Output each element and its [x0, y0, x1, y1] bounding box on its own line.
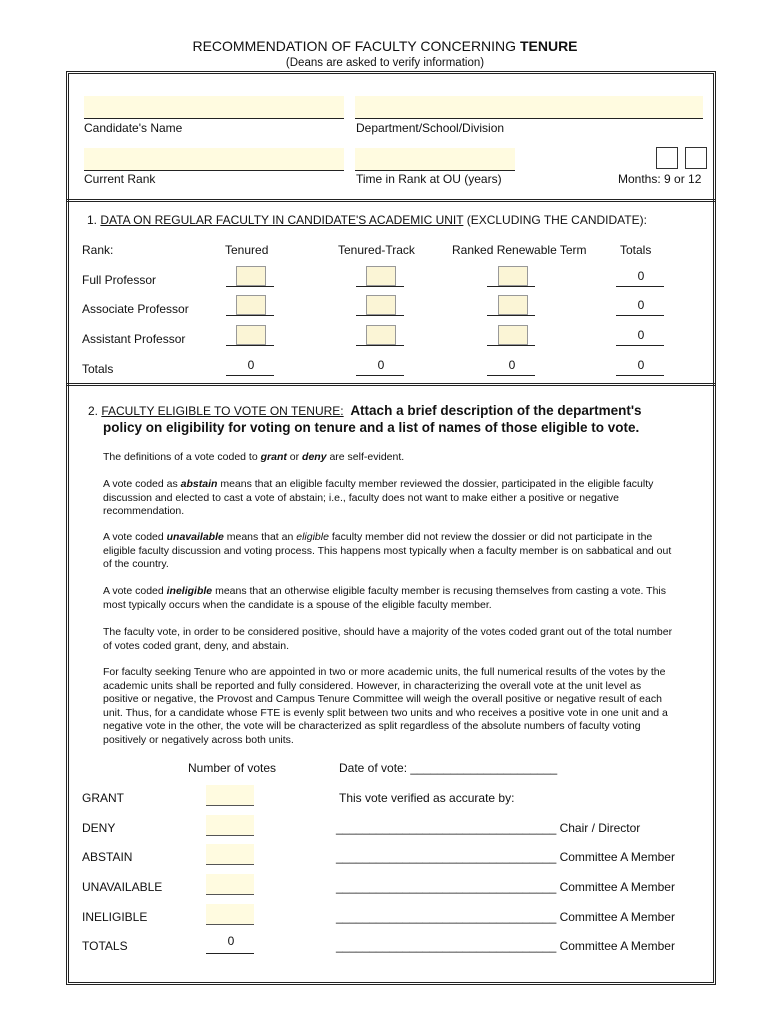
- underline: [226, 286, 274, 287]
- section-divider: [66, 199, 716, 202]
- vote-label-grant: GRANT: [82, 791, 124, 805]
- underline: [616, 345, 664, 346]
- current-rank-field[interactable]: [84, 148, 344, 170]
- assistant-professor-renewable-cell[interactable]: [498, 325, 528, 345]
- section2-heading-cont: policy on eligibility for voting on tenure and a list of names of those eligible to vote.: [103, 420, 640, 435]
- months-label: Months: 9 or 12: [618, 172, 702, 186]
- underline: [356, 315, 404, 316]
- row-label-associate-professor: Associate Professor: [82, 302, 189, 316]
- definition-grant-deny: The definitions of a vote coded to grant or deny are self-evident.: [103, 451, 405, 463]
- underline: [356, 375, 404, 376]
- full-professor-tenured-cell[interactable]: [236, 266, 266, 286]
- page-title: RECOMMENDATION OF FACULTY CONCERNING TENURE: [192, 38, 578, 54]
- underline: [616, 315, 664, 316]
- underline: [487, 345, 535, 346]
- associate-professor-renewable-cell[interactable]: [498, 295, 528, 315]
- full-professor-tenure-track-cell[interactable]: [366, 266, 396, 286]
- underline: [356, 286, 404, 287]
- abstain-votes-field[interactable]: [206, 844, 254, 865]
- underline: [206, 953, 254, 954]
- underline: [356, 345, 404, 346]
- row-label-assistant-professor: Assistant Professor: [82, 332, 186, 346]
- row-label-full-professor: Full Professor: [82, 273, 157, 287]
- assistant-professor-tenured-cell[interactable]: [236, 325, 266, 345]
- definition-ineligible: A vote coded ineligible means that an otherwise eligible faculty member is recusing themselves from casting a vote. This most typically occurs when the candidate is a spouse of the eligible faculty member.: [103, 585, 666, 611]
- underline: [84, 118, 344, 119]
- renewable-total: 0: [508, 358, 516, 372]
- department-label: Department/School/Division: [356, 121, 505, 135]
- vote-label-abstain: ABSTAIN: [82, 850, 133, 864]
- column-header-totals: Totals: [620, 243, 652, 257]
- column-header-renewable-term: Ranked Renewable Term: [452, 243, 587, 257]
- months-9-checkbox[interactable]: [656, 147, 678, 169]
- underline: [487, 375, 535, 376]
- underline: [226, 345, 274, 346]
- tenured-total: 0: [247, 358, 255, 372]
- underline: [487, 315, 535, 316]
- number-of-votes-label: Number of votes: [188, 761, 277, 775]
- verified-by-label: This vote verified as accurate by:: [339, 791, 515, 805]
- ineligible-votes-field[interactable]: [206, 904, 254, 925]
- underline: [84, 170, 344, 171]
- positive-vote-rule: The faculty vote, in order to be considered positive, should have a majority of the votes coded grant out of the total number of votes coded grant, deny, and abstain.: [103, 626, 673, 652]
- column-header-tenure-track: Tenured-Track: [338, 243, 415, 257]
- definition-abstain: A vote coded as abstain means that an eligible faculty member reviewed the dossier, participated in the eligible faculty discussion and elected to cast a vote of abstain; i.e., faculty does not want to make either a positive or negative recommendation.: [103, 478, 654, 517]
- underline: [226, 375, 274, 376]
- candidate-name-field[interactable]: [84, 96, 344, 118]
- signature-committee-member[interactable]: _________________________________ Committee A Member: [336, 850, 675, 864]
- page-subtitle: (Deans are asked to verify information): [285, 57, 485, 69]
- time-in-rank-field[interactable]: [355, 148, 515, 170]
- tenure-track-total: 0: [377, 358, 385, 372]
- unavailable-votes-field[interactable]: [206, 874, 254, 895]
- section-divider: [66, 383, 716, 386]
- current-rank-label: Current Rank: [84, 172, 156, 186]
- underline: [355, 118, 703, 119]
- total-votes-value: 0: [227, 934, 235, 948]
- date-of-vote-field[interactable]: Date of vote: ______________________: [339, 761, 558, 775]
- associate-professor-total: 0: [637, 298, 645, 312]
- assistant-professor-tenure-track-cell[interactable]: [366, 325, 396, 345]
- underline: [355, 170, 515, 171]
- signature-committee-member[interactable]: _________________________________ Committee A Member: [336, 939, 675, 953]
- vote-label-unavailable: UNAVAILABLE: [82, 880, 163, 894]
- months-12-checkbox[interactable]: [685, 147, 707, 169]
- assistant-professor-total: 0: [637, 328, 645, 342]
- deny-votes-field[interactable]: [206, 815, 254, 836]
- definition-unavailable: A vote coded unavailable means that an eligible faculty member did not review the dossier or did not participate in the eligible faculty discussion and voting process. This happens most typically when a faculty member is on sabbatical and out of the country.: [103, 531, 672, 570]
- associate-professor-tenure-track-cell[interactable]: [366, 295, 396, 315]
- grant-votes-field[interactable]: [206, 785, 254, 806]
- signature-chair[interactable]: _________________________________ Chair / Director: [336, 821, 641, 835]
- column-header-tenured: Tenured: [225, 243, 269, 257]
- section1-heading: 1. DATA ON REGULAR FACULTY IN CANDIDATE'S ACADEMIC UNIT (EXCLUDING THE CANDIDATE):: [87, 213, 647, 227]
- candidate-name-label: Candidate's Name: [84, 121, 183, 135]
- section2-heading: 2. FACULTY ELIGIBLE TO VOTE ON TENURE: Attach a brief description of the department's: [88, 403, 642, 418]
- vote-label-ineligible: INELIGIBLE: [82, 910, 148, 924]
- full-professor-renewable-cell[interactable]: [498, 266, 528, 286]
- underline: [226, 315, 274, 316]
- vote-label-totals: TOTALS: [82, 939, 128, 953]
- vote-label-deny: DENY: [82, 821, 116, 835]
- signature-committee-member[interactable]: _________________________________ Committee A Member: [336, 880, 675, 894]
- full-professor-total: 0: [637, 269, 645, 283]
- time-in-rank-label: Time in Rank at OU (years): [356, 172, 502, 186]
- row-label-totals: Totals: [82, 362, 114, 376]
- multi-unit-rule: For faculty seeking Tenure who are appointed in two or more academic units, the full numerical results of the votes by the academic units shall be reported and fully considered. However, in characterizing the overall vote at the unit level as positive or negative, the Provost and Campus Tenure Committee will weigh the overall positive or negative result of each unit. Thus, for a candidate whose FTE is evenly split between two units and who receives a positive vote in one unit and a negative vote in the other, the vote will be characterized as split regardless of the absolute numbers of faculty voting positively or negatively across both units.: [103, 666, 668, 746]
- column-header-rank: Rank:: [82, 243, 114, 257]
- form-border: [66, 71, 716, 985]
- underline: [616, 286, 664, 287]
- associate-professor-tenured-cell[interactable]: [236, 295, 266, 315]
- underline: [487, 286, 535, 287]
- signature-committee-member[interactable]: _________________________________ Committee A Member: [336, 910, 675, 924]
- department-field[interactable]: [355, 96, 703, 118]
- underline: [616, 375, 664, 376]
- grand-total: 0: [637, 358, 645, 372]
